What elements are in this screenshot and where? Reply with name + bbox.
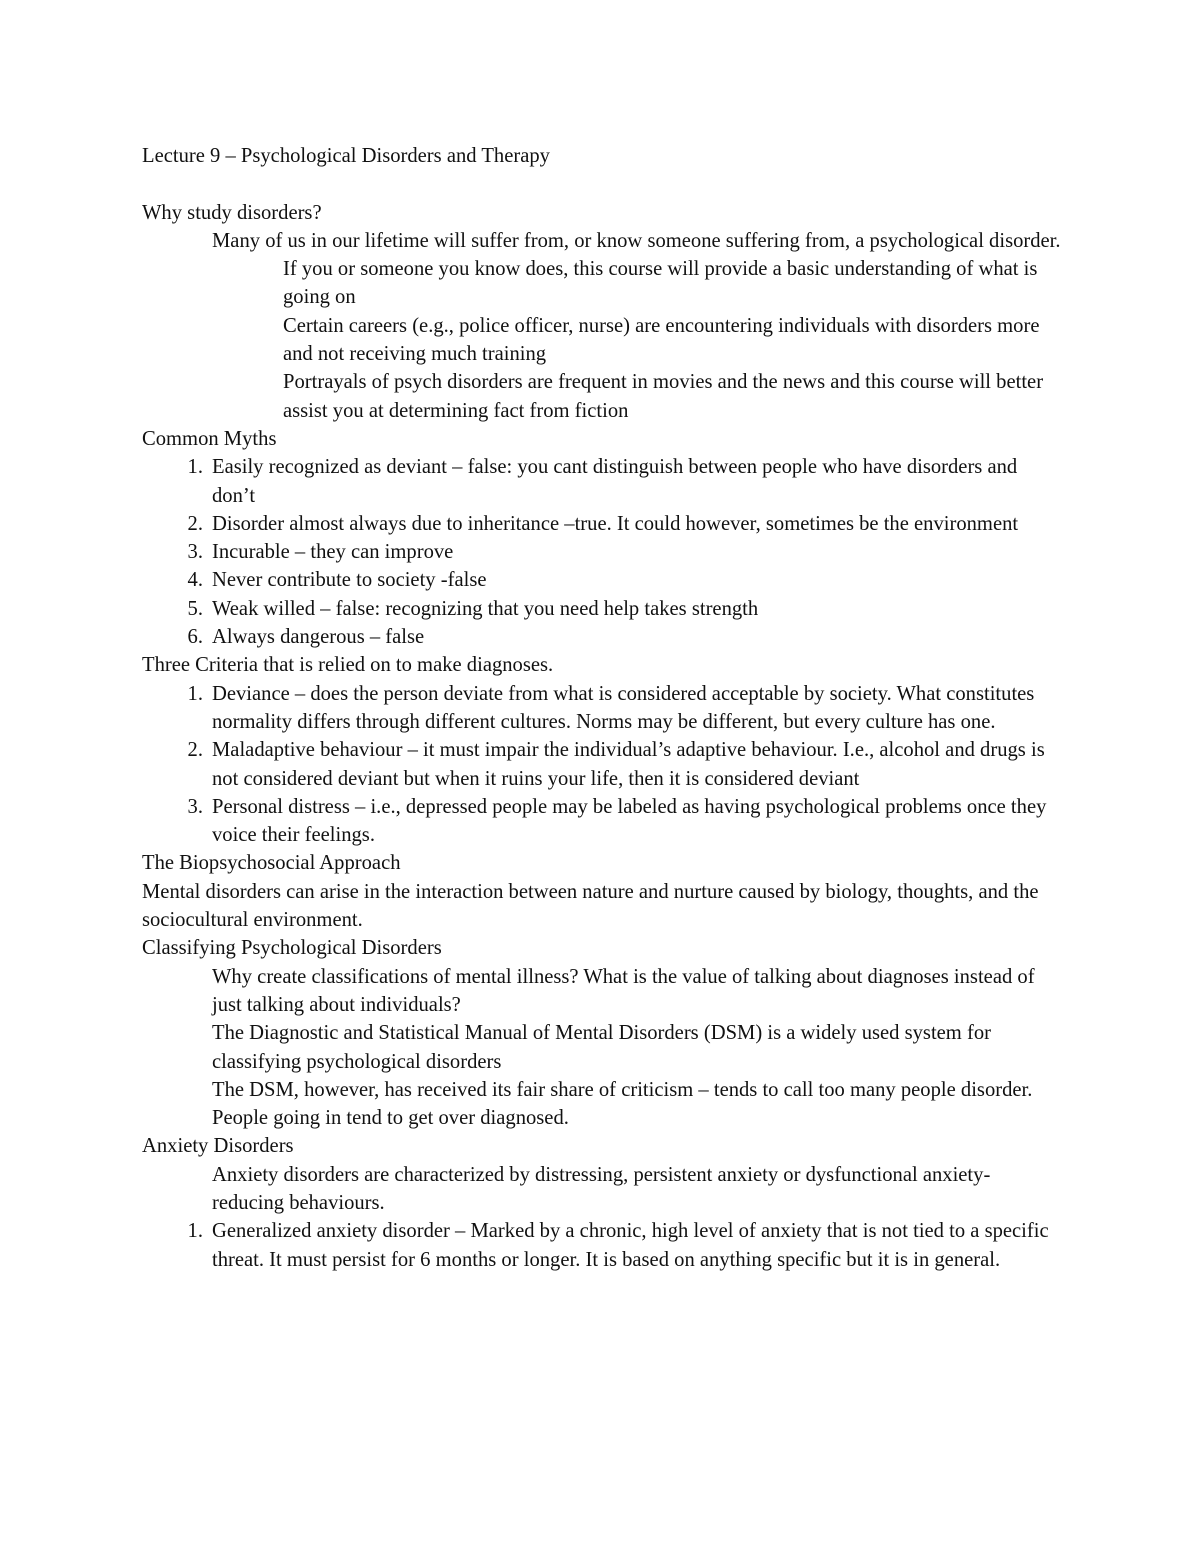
- numbered-item: [142, 793, 1062, 850]
- item-text: Never contribute to society -false: [212, 569, 487, 592]
- sub-bullet-text: Portrayals of psych disorders are frequent in movies and the news and this course will better assist you at determining fact from fiction: [283, 371, 1044, 422]
- bullet-text: Anxiety disorders are characterized by distressing, persistent anxiety or dysfunctional anxiety-reducing behaviours.: [212, 1163, 991, 1214]
- numbered-item: [142, 595, 1062, 623]
- section-heading-why-study: Why study disorders?: [142, 201, 322, 224]
- bullet-text: Why create classifications of mental illness? What is the value of talking about diagnoses instead of just talking about individuals?: [212, 965, 1035, 1016]
- section-heading-biopsychosocial: The Biopsychosocial Approach: [142, 852, 401, 875]
- item-text: Deviance – does the person deviate from what is considered acceptable by society. What constitutes normality differs through different cultures. Norms may be different, but every culture has one.: [212, 682, 1035, 733]
- numbered-item: [142, 510, 1062, 538]
- numbered-item: [142, 566, 1062, 594]
- numbered-item: [142, 623, 1062, 651]
- item-text: Generalized anxiety disorder – Marked by a chronic, high level of anxiety that is not tied to a specific threat. It must persist for 6 months or longer. It is based on anything specific but it is in general.: [212, 1220, 1049, 1271]
- section-heading-classifying: Classifying Psychological Disorders: [142, 937, 442, 960]
- numbered-item: [142, 538, 1062, 566]
- item-text: Weak willed – false: recognizing that you need help takes strength: [212, 597, 759, 620]
- sub-bullet-text: Certain careers (e.g., police officer, nurse) are encountering individuals with disorders more and not receiving much training: [283, 314, 1040, 366]
- item-number: 2.: [187, 739, 203, 762]
- item-number: 6.: [187, 626, 203, 649]
- item-text: Disorder almost always due to inheritance –true. It could however, sometimes be the environment: [212, 512, 1019, 535]
- numbered-item: [142, 680, 1062, 737]
- numbered-item: [142, 1217, 1062, 1274]
- item-number: 1.: [187, 682, 203, 705]
- item-number: 1.: [187, 1220, 203, 1243]
- bullet-item: [142, 227, 1062, 255]
- document-page: [142, 142, 1062, 1274]
- item-text: Easily recognized as deviant – false: you cant distinguish between people who have disorders and don’t: [212, 456, 1018, 507]
- item-text: Personal distress – i.e., depressed people may be labeled as having psychological problems once they voice their feelings.: [212, 795, 1047, 847]
- item-number: 4.: [187, 569, 203, 592]
- bullet-item: [142, 1076, 1062, 1133]
- section-heading-three-criteria: Three Criteria that is relied on to make diagnoses.: [142, 654, 554, 677]
- item-number: 1.: [187, 456, 203, 479]
- numbered-item: [142, 736, 1062, 793]
- item-number: 5.: [187, 597, 203, 620]
- item-number: 2.: [187, 512, 203, 535]
- sub-bullet-item: [142, 312, 1062, 369]
- bullet-text: Many of us in our lifetime will suffer from, or know someone suffering from, a psychological disorder.: [212, 229, 1061, 252]
- item-text: Incurable – they can improve: [212, 541, 454, 564]
- bullet-text: The Diagnostic and Statistical Manual of Mental Disorders (DSM) is a widely used system for classifying psychological disorders: [212, 1022, 991, 1073]
- bullet-item: [142, 1019, 1062, 1076]
- section-heading-anxiety: Anxiety Disorders: [142, 1135, 294, 1158]
- document-title: Lecture 9 – Psychological Disorders and Therapy: [142, 145, 550, 167]
- item-number: 3.: [187, 541, 203, 564]
- bullet-item: [142, 963, 1062, 1020]
- item-text: Maladaptive behaviour – it must impair the individual’s adaptive behaviour. I.e., alcohol and drugs is not considered deviant but when it ruins your life, then it is considered deviant: [212, 739, 1045, 790]
- numbered-item: [142, 453, 1062, 510]
- item-number: 3.: [187, 795, 203, 818]
- sub-bullet-item: [142, 368, 1062, 425]
- sub-bullet-item: [142, 255, 1062, 312]
- paragraph-biopsychosocial: Mental disorders can arise in the interaction between nature and nurture caused by biology, thoughts, and the sociocultural environment.: [142, 880, 1039, 932]
- bullet-text: The DSM, however, has received its fair share of criticism – tends to call too many people disorder. People going in tend to get over diagnosed.: [212, 1078, 1033, 1130]
- bullet-item: [142, 1161, 1062, 1218]
- item-text: Always dangerous – false: [212, 626, 425, 649]
- sub-bullet-text: If you or someone you know does, this course will provide a basic understanding of what is going on: [283, 258, 1038, 309]
- section-heading-common-myths: Common Myths: [142, 427, 277, 450]
